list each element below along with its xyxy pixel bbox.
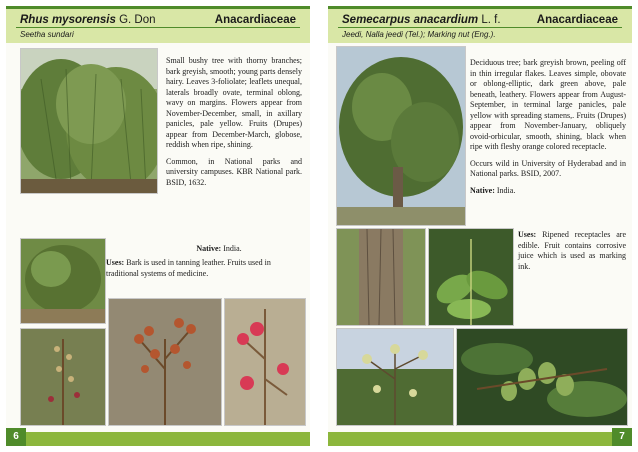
left-text-block (166, 56, 302, 194)
right-header-rule (338, 27, 622, 28)
left-header (6, 6, 310, 43)
tree-photo (336, 46, 466, 226)
right-scientific-name: Semecarpus anacardium (342, 14, 479, 26)
right-author: L. f. (481, 14, 501, 26)
left-uses-label: Uses: (106, 258, 125, 267)
right-common-name: Jeedi, Nalla jeedi (Tel.); Marking nut (Eng.). (342, 30, 496, 39)
bark-photo (336, 228, 426, 326)
book-gutter (310, 0, 328, 452)
right-family: Anacardiaceae (536, 14, 618, 26)
left-native-label: Native: (196, 244, 222, 253)
right-native (470, 186, 626, 197)
right-species-title (342, 14, 501, 26)
ripe-fruit-photo (224, 298, 306, 426)
right-page-number: 7 (612, 428, 632, 446)
right-occurrence: Occurs wild in University of Hyderabad and in National parks. BSID, 2007. (470, 158, 626, 178)
right-description: Deciduous tree; bark greyish brown, peeling off in thin irregular flakes. Leaves simple, obovate or oblong-elliptic, dark green above, pale beneath, leathery. Flowers appear from August-September, in terminal large panicles, pale yellow with spreading stamens,. Fruits (Drupes) appear from November-January, obliquely ovoid-orbicular, smooth, shining, black when ripe with fleshy orange colored receptacle. (470, 58, 626, 151)
left-author: G. Don (119, 14, 156, 26)
left-uses (106, 258, 302, 279)
right-uses-value: Ripened receptacles are edible. Fruit contains corrosive juice which is used as marking ink. (518, 230, 627, 271)
left-common-name: Seetha sundari (20, 30, 74, 39)
twig-photo (20, 328, 106, 426)
left-native-value: India. (223, 244, 242, 253)
left-page-number: 6 (6, 428, 26, 446)
left-footer-band (6, 432, 310, 446)
right-page (328, 6, 632, 446)
leaf-photo (428, 228, 514, 326)
habit-photo (20, 238, 106, 324)
left-page (6, 6, 310, 446)
left-native (134, 244, 304, 255)
drupes-photo (456, 328, 628, 426)
right-native-value: India. (496, 185, 516, 195)
left-header-rule (16, 27, 300, 28)
left-occurrence: Common, in National parks and university campuses. KBR National park. BSID, 1632. (166, 156, 302, 187)
left-uses-value: Bark is used in tanning leather. Fruits used in traditional systems of medicine. (106, 258, 271, 278)
right-uses (518, 230, 626, 272)
flowers-photo (336, 328, 454, 426)
right-uses-label: Uses: (518, 230, 537, 239)
right-text-block (470, 58, 626, 202)
left-scientific-name: Rhus mysorensis (20, 14, 116, 26)
left-family: Anacardiaceae (214, 14, 296, 26)
left-description: Small bushy tree with thorny branches; bark greyish, smooth; young parts densely hairy. Leaves 3-foliolate; leaflets unequal, laterals broadly ovate, terminal oblong, wavy on margins. Flowers appear from November-December, small, in axillary panicles, pale yellow. Fruits (Drupes) appear from December-March, globose, reddish when ripe, shining. (166, 56, 302, 149)
fruit-cluster-photo (108, 298, 222, 426)
right-footer-band (328, 432, 632, 446)
shrub-photo (20, 48, 158, 194)
left-species-title (20, 14, 156, 26)
right-header (328, 6, 632, 43)
right-native-label: Native: (470, 185, 495, 195)
